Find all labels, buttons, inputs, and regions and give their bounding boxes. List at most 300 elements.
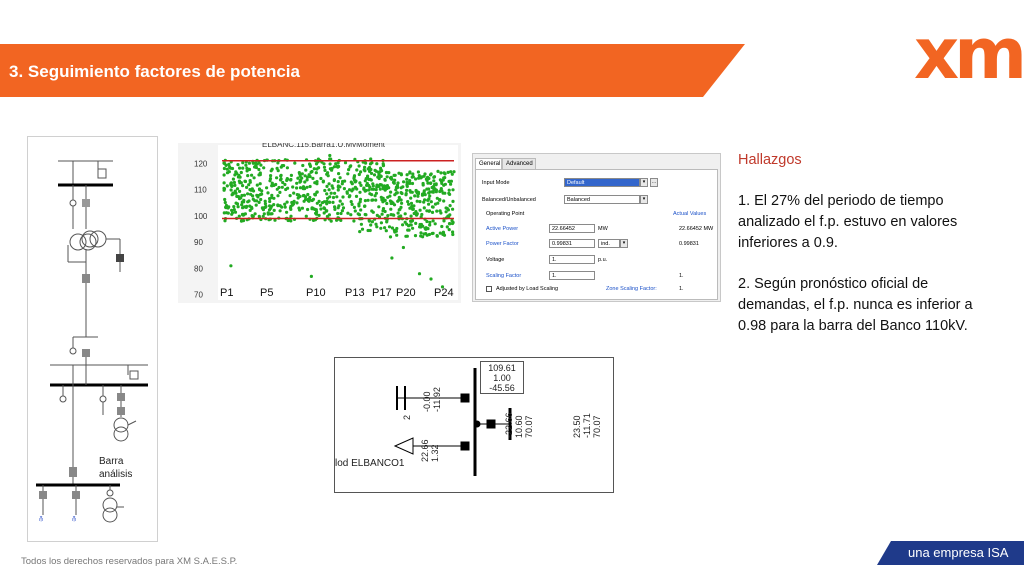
scatter-point	[270, 169, 273, 172]
scatter-point	[259, 182, 262, 185]
scatter-point	[333, 178, 336, 181]
scatter-point	[359, 198, 362, 201]
scatter-point	[353, 206, 356, 209]
scatter-point	[401, 223, 404, 226]
xm-logo	[914, 13, 1023, 95]
scatter-point	[449, 204, 452, 207]
scatter-point	[291, 185, 294, 188]
scatter-point	[353, 176, 356, 179]
scatter-point	[375, 185, 378, 188]
scatter-point	[364, 162, 367, 165]
tab-advanced[interactable]: Advanced	[502, 158, 536, 170]
scatter-point	[441, 233, 444, 236]
scatter-point	[404, 235, 407, 238]
scatter-point	[333, 192, 336, 195]
y-tick-label: 70	[194, 290, 203, 300]
scatter-point	[252, 215, 255, 218]
scatter-point	[364, 199, 367, 202]
input-mode-more-button[interactable]: …	[651, 179, 657, 185]
scatter-point	[435, 183, 438, 186]
scatter-point	[425, 178, 428, 181]
scatter-point	[341, 203, 344, 206]
scatter-point	[413, 194, 416, 197]
scatter-point	[354, 209, 357, 212]
scatter-point	[371, 220, 374, 223]
scatter-point	[250, 206, 253, 209]
scatter-point	[238, 167, 241, 170]
scatter-point	[436, 170, 439, 173]
scatter-point	[379, 227, 382, 230]
scatter-point	[416, 195, 419, 198]
scatter-point	[354, 186, 357, 189]
scatter-outlier	[390, 256, 393, 259]
scatter-point	[233, 181, 236, 184]
y-tick-label: 100	[194, 211, 208, 221]
active-power-unit: MW	[598, 226, 608, 232]
scatter-point	[391, 226, 394, 229]
scatter-point	[393, 182, 396, 185]
scatter-point	[323, 166, 326, 169]
scatter-point	[410, 215, 413, 218]
scatter-point	[339, 212, 342, 215]
scatter-point	[257, 168, 260, 171]
scatter-point	[446, 225, 449, 228]
scatter-point	[327, 174, 330, 177]
scatter-point	[421, 193, 424, 196]
scatter-point	[388, 195, 391, 198]
scatter-point	[408, 229, 411, 232]
scatter-point	[419, 231, 422, 234]
scatter-point	[436, 202, 439, 205]
scatter-point	[448, 228, 451, 231]
scatter-point	[423, 189, 426, 192]
finding-item-2: 2. Según pronóstico oficial de demandas, el f.p. nunca es inferior a 0.98 para la barra del Banco 110kV.	[738, 276, 973, 334]
scatter-point	[411, 176, 414, 179]
scatter-point	[410, 202, 413, 205]
capacitor-value-1: -0.00	[422, 391, 432, 412]
bus-result-box	[480, 361, 524, 394]
scatter-point	[281, 186, 284, 189]
scatter-point	[278, 191, 281, 194]
scatter-point	[247, 199, 250, 202]
scatter-point	[357, 202, 360, 205]
scatter-point	[397, 212, 400, 215]
scatter-point	[297, 196, 300, 199]
scatter-point	[311, 199, 314, 202]
scatter-point	[325, 192, 328, 195]
scatter-point	[286, 201, 289, 204]
scatter-point	[256, 184, 259, 187]
scaling-factor-label: Scaling Factor	[486, 273, 522, 279]
scatter-point	[370, 199, 373, 202]
scatter-point	[308, 196, 311, 199]
balanced-chevron-icon[interactable]: ▾	[640, 195, 648, 204]
scatter-point	[426, 182, 429, 185]
period-label: P13	[345, 287, 365, 299]
scatter-point	[238, 215, 241, 218]
branch-value-p: -22.66	[504, 412, 514, 438]
scatter-point	[223, 198, 226, 201]
period-label: P24	[434, 287, 454, 299]
scatter-point	[417, 170, 420, 173]
scatter-point	[283, 203, 286, 206]
scatter-point	[442, 176, 445, 179]
input-mode-label: Input Mode	[482, 180, 510, 186]
scatter-point	[447, 192, 450, 195]
finding-item-1: 1. El 27% del periodo de tiempo analizado el f.p. estuvo en valores inferiores a 0.9.	[738, 193, 958, 251]
scatter-point	[346, 172, 349, 175]
scatter-point	[293, 200, 296, 203]
scatter-point	[422, 182, 425, 185]
adjusted-by-load-scaling-checkbox[interactable]	[486, 286, 492, 292]
scatter-point	[337, 172, 340, 175]
scatter-point	[252, 189, 255, 192]
scatter-point	[365, 189, 368, 192]
power-factor-chevron-icon[interactable]: ▾	[620, 239, 628, 248]
load-value-q: 1.32	[430, 444, 440, 462]
scatter-point	[267, 213, 270, 216]
scatter-outlier	[328, 154, 331, 157]
scatter-point	[289, 219, 292, 222]
active-power-field[interactable]: 22.66452	[549, 224, 595, 233]
period-label: P17	[372, 287, 392, 299]
scatter-point	[442, 219, 445, 222]
barra-label-line1: Barra	[99, 456, 124, 467]
voltage-label: Voltage	[486, 257, 505, 263]
scatter-point	[315, 171, 318, 174]
scatter-point	[367, 178, 370, 181]
scatter-point	[240, 181, 243, 184]
scatter-point	[301, 172, 304, 175]
scatter-point	[268, 200, 271, 203]
scatter-point	[374, 194, 377, 197]
single-line-drawing	[28, 137, 159, 543]
scatter-point	[289, 194, 292, 197]
scatter-point	[268, 179, 271, 182]
period-label: P5	[260, 287, 274, 299]
scatter-outlier	[402, 246, 405, 249]
y-ticks	[194, 159, 208, 299]
scatter-point	[374, 199, 377, 202]
power-factor-field[interactable]: 0.99831	[549, 239, 595, 248]
scatter-point	[429, 182, 432, 185]
scatter-point	[270, 194, 273, 197]
scatter-point	[367, 184, 370, 187]
scatter-point	[341, 182, 344, 185]
scatter-point	[377, 205, 380, 208]
findings-panel	[738, 150, 998, 357]
scatter-point	[359, 170, 362, 173]
input-mode-chevron-icon[interactable]: ▾	[640, 178, 648, 187]
scatter-point	[382, 164, 385, 167]
scatter-point	[443, 172, 446, 175]
scatter-point	[349, 213, 352, 216]
scatter-point	[427, 203, 430, 206]
scatter-outlier	[310, 275, 313, 278]
y-tick-label: 120	[194, 159, 208, 169]
balanced-select[interactable]: Balanced	[564, 195, 640, 204]
scatter-point	[309, 185, 312, 188]
active-power-label: Active Power	[486, 226, 519, 232]
scatter-point	[284, 188, 287, 191]
scatter-point	[255, 204, 258, 207]
y-tick-label: 110	[194, 185, 207, 195]
scatter-point	[381, 213, 384, 216]
scatter-point	[329, 162, 332, 165]
voltage-scatter-chart	[178, 143, 461, 303]
scatter-point	[414, 177, 417, 180]
scatter-point	[360, 223, 363, 226]
scatter-point	[295, 182, 298, 185]
scatter-point	[304, 174, 307, 177]
scatter-point	[347, 168, 350, 171]
scatter-point	[257, 173, 260, 176]
scaling-factor-actual: 1.	[679, 273, 684, 279]
scatter-point	[348, 165, 351, 168]
scatter-point	[393, 230, 396, 233]
scatter-point	[386, 184, 389, 187]
scatter-point	[306, 208, 309, 211]
scatter-point	[237, 175, 240, 178]
barra-label-line2: análisis	[99, 469, 133, 480]
scatter-point	[228, 170, 231, 173]
scatter-point	[357, 212, 360, 215]
scatter-point	[223, 189, 226, 192]
scatter-point	[380, 221, 383, 224]
scatter-point	[393, 174, 396, 177]
power-factor-label: Power Factor	[486, 241, 519, 247]
scatter-point	[332, 196, 335, 199]
single-line-diagram	[27, 136, 158, 542]
scatter-point	[400, 186, 403, 189]
scatter-point	[283, 183, 286, 186]
scatter-point	[389, 191, 392, 194]
branch-value-loading: 70.07	[524, 415, 534, 438]
scatter-point	[228, 165, 231, 168]
scatter-point	[301, 164, 304, 167]
scatter-point	[339, 200, 342, 203]
scatter-point	[359, 208, 362, 211]
scatter-point	[433, 175, 436, 178]
scatter-point	[449, 183, 452, 186]
scatter-point	[280, 177, 283, 180]
scatter-point	[279, 174, 282, 177]
scatter-point	[244, 212, 247, 215]
scatter-point	[259, 198, 262, 201]
scatter-point	[346, 190, 349, 193]
scatter-point	[354, 180, 357, 183]
scatter-point	[230, 188, 233, 191]
scatter-point	[426, 199, 429, 202]
scatter-point	[275, 176, 278, 179]
power-factor-actual: 0.99831	[679, 241, 699, 247]
scatter-point	[237, 195, 240, 198]
scatter-point	[223, 173, 226, 176]
balanced-label: Balanced/Unbalanced	[482, 197, 536, 203]
capacitor-value-2: -11.92	[432, 387, 442, 412]
scatter-point	[297, 193, 300, 196]
scatter-point	[383, 226, 386, 229]
scatter-point	[337, 188, 340, 191]
barra-analisis-label	[99, 455, 132, 481]
scatter-point	[322, 162, 325, 165]
scatter-point	[253, 199, 256, 202]
scatter-point	[234, 190, 237, 193]
scatter-point	[241, 184, 244, 187]
scatter-point	[450, 219, 453, 222]
scatter-point	[343, 187, 346, 190]
scatter-point	[421, 235, 424, 238]
scatter-point	[408, 182, 411, 185]
scatter-point	[448, 222, 451, 225]
scatter-point	[234, 211, 237, 214]
scatter-point	[348, 188, 351, 191]
scatter-point	[298, 181, 301, 184]
scatter-point	[342, 206, 345, 209]
bus-voltage-pu: 1.00	[493, 373, 511, 383]
scatter-point	[425, 226, 428, 229]
scatter-point	[223, 181, 226, 184]
scatter-point	[382, 197, 385, 200]
scatter-point	[232, 205, 235, 208]
capacitor-count: 2	[402, 414, 412, 420]
scatter-point	[382, 187, 385, 190]
scatter-point	[351, 203, 354, 206]
scatter-point	[234, 170, 237, 173]
scatter-point	[339, 176, 342, 179]
scatter-point	[337, 180, 340, 183]
scatter-point	[236, 187, 239, 190]
input-mode-select[interactable]: Default	[564, 178, 640, 187]
scatter-point	[315, 210, 318, 213]
scatter-point	[311, 177, 314, 180]
tab-general[interactable]: General	[475, 158, 502, 170]
scatter-point	[397, 172, 400, 175]
scatter-outlier	[418, 272, 421, 275]
scatter-point	[331, 167, 334, 170]
scatter-point	[395, 234, 398, 237]
scatter-point	[404, 193, 407, 196]
scatter-point	[432, 219, 435, 222]
scatter-point	[282, 164, 285, 167]
scatter-point	[372, 188, 375, 191]
scatter-point	[246, 192, 249, 195]
scatter-point	[316, 190, 319, 193]
scatter-point	[262, 166, 265, 169]
scatter-point	[303, 200, 306, 203]
scatter-point	[244, 164, 247, 167]
scatter-point	[371, 182, 374, 185]
scaling-factor-field[interactable]: 1.	[549, 271, 595, 280]
scatter-point	[225, 164, 228, 167]
scatter-point	[432, 206, 435, 209]
scatter-point	[272, 184, 275, 187]
scatter-point	[286, 178, 289, 181]
operating-point-label: Operating Point	[486, 211, 525, 217]
zone-scaling-label: Zone Scaling Factor:	[606, 286, 657, 292]
scatter-point	[334, 162, 337, 165]
scatter-point	[351, 182, 354, 185]
scatter-point	[451, 233, 454, 236]
scatter-point	[408, 170, 411, 173]
scatter-point	[428, 209, 431, 212]
power-factor-type-select[interactable]: ind.	[598, 239, 620, 248]
scatter-point	[408, 179, 411, 182]
scatter-point	[331, 201, 334, 204]
scatter-point	[240, 171, 243, 174]
voltage-field[interactable]: 1.	[549, 255, 595, 264]
y-tick-label: 80	[194, 264, 203, 274]
scatter-point	[268, 197, 271, 200]
period-label: P10	[306, 287, 326, 299]
logo-text: xm	[914, 13, 1023, 95]
chart-canvas	[178, 143, 461, 303]
scatter-point	[369, 229, 372, 232]
scatter-point	[382, 207, 385, 210]
scatter-point	[266, 191, 269, 194]
scatter-point	[418, 225, 421, 228]
scatter-point	[328, 182, 331, 185]
scatter-point	[387, 171, 390, 174]
scatter-point	[259, 164, 262, 167]
scatter-point	[389, 235, 392, 238]
scatter-point	[439, 171, 442, 174]
scatter-point	[293, 162, 296, 165]
load-name-label: lod ELBANCO1	[335, 458, 405, 469]
scatter-point	[238, 190, 241, 193]
scatter-point	[315, 167, 318, 170]
scatter-point	[309, 165, 312, 168]
period-label: P1	[220, 287, 234, 299]
scatter-point	[373, 173, 376, 176]
scatter-point	[452, 170, 455, 173]
scatter-point	[299, 186, 302, 189]
scatter-point	[252, 162, 255, 165]
scatter-point	[227, 206, 230, 209]
scatter-point	[434, 222, 437, 225]
scatter-point	[385, 220, 388, 223]
scatter-point	[289, 178, 292, 181]
scatter-point	[247, 183, 250, 186]
scatter-point	[451, 208, 454, 211]
load-value-p: 22.66	[420, 439, 430, 462]
active-power-actual: 22.66452 MW	[679, 226, 714, 232]
scatter-point	[290, 174, 293, 177]
scatter-point	[358, 164, 361, 167]
scatter-point	[415, 190, 418, 193]
scatter-point	[326, 171, 329, 174]
scatter-point	[328, 188, 331, 191]
scatter-point	[235, 202, 238, 205]
scatter-point	[424, 193, 427, 196]
scatter-point	[265, 186, 268, 189]
scatter-point	[451, 200, 454, 203]
scatter-point	[436, 197, 439, 200]
scatter-point	[322, 206, 325, 209]
scatter-point	[241, 161, 244, 164]
scatter-point	[223, 167, 226, 170]
scatter-point	[409, 197, 412, 200]
scatter-point	[383, 178, 386, 181]
scatter-point	[277, 169, 280, 172]
scatter-point	[253, 176, 256, 179]
actual-values-label: Actual Values	[673, 211, 707, 217]
scatter-point	[430, 172, 433, 175]
bus-voltage-kv: 109.61	[488, 363, 516, 373]
scatter-point	[379, 188, 382, 191]
scatter-point	[224, 201, 227, 204]
scatter-point	[390, 176, 393, 179]
